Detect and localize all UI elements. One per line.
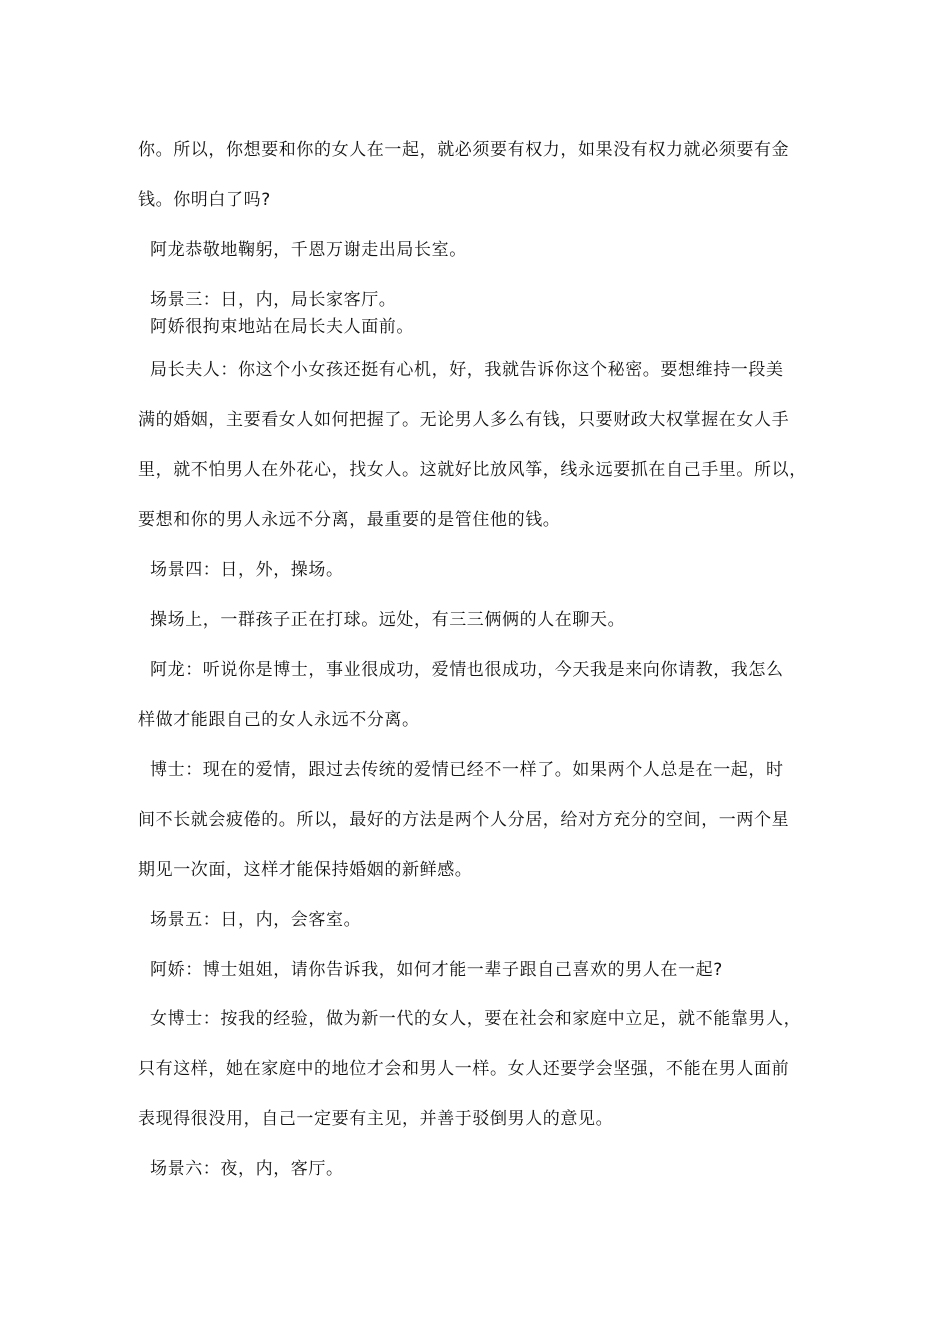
scene-heading: 场景六：夜，内，客厅。 <box>150 1159 344 1179</box>
text-line: 阿娇：博士姐姐，请你告诉我，如何才能一辈子跟自己喜欢的男人在一起? <box>150 960 723 980</box>
text-line: 操场上，一群孩子正在打球。远处，有三三俩俩的人在聊天。 <box>150 610 626 630</box>
scene-heading: 场景五：日，内，会客室。 <box>150 910 362 930</box>
text-line: 期见一次面，这样才能保持婚姻的新鲜感。 <box>138 860 473 880</box>
scene-heading: 场景三：日，内，局长家客厅。 <box>150 290 397 310</box>
text-line: 局长夫人：你这个小女孩还挺有心机，好，我就告诉你这个秘密。要想维持一段美 <box>150 360 784 380</box>
text-line: 要想和你的男人永远不分离，最重要的是管住他的钱。 <box>138 510 561 530</box>
text-line: 只有这样，她在家庭中的地位才会和男人一样。女人还要学会坚强，不能在男人面前 <box>138 1059 790 1079</box>
text-line: 阿娇很拘束地站在局长夫人面前。 <box>150 317 414 337</box>
scene-heading: 场景四：日，外，操场。 <box>150 560 344 580</box>
text-line: 阿龙恭敬地鞠躬，千恩万谢走出局长室。 <box>150 240 467 260</box>
text-line: 女博士：按我的经验，做为新一代的女人，要在社会和家庭中立足，就不能靠男人， <box>150 1009 802 1029</box>
text-line: 样做才能跟自己的女人永远不分离。 <box>138 710 420 730</box>
text-line: 阿龙：听说你是博士，事业很成功，爱情也很成功，今天我是来向你请教，我怎么 <box>150 660 784 680</box>
text-line: 里，就不怕男人在外花心，找女人。这就好比放风筝，线永远要抓在自己手里。所以， <box>138 460 807 480</box>
text-line: 你。所以，你想要和你的女人在一起，就必须要有权力，如果没有权力就必须要有金 <box>138 140 790 160</box>
text-line: 博士：现在的爱情，跟过去传统的爱情已经不一样了。如果两个人总是在一起，时 <box>150 760 784 780</box>
text-line: 间不长就会疲倦的。所以，最好的方法是两个人分居，给对方充分的空间，一两个星 <box>138 810 790 830</box>
text-line: 表现得很没用，自己一定要有主见，并善于驳倒男人的意见。 <box>138 1109 614 1129</box>
text-line: 钱。你明白了吗? <box>138 190 271 210</box>
text-line: 满的婚姻，主要看女人如何把握了。无论男人多么有钱，只要财政大权掌握在女人手 <box>138 410 790 430</box>
